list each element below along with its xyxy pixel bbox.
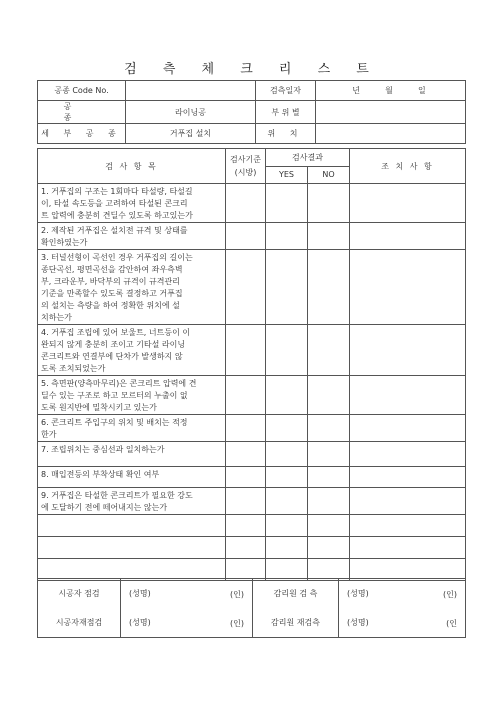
checklist-item-line: 치하는가 [41, 313, 72, 322]
standard-cell[interactable] [226, 325, 266, 376]
checklist-item-line: 7. 조립위치는 중심선과 일치하는가 [41, 445, 165, 454]
checklist-item [38, 537, 226, 559]
checklist-item-line: 종단곡선, 평면곡선을 감안하여 좌우측벽 [41, 265, 183, 274]
checklist-item [38, 325, 226, 376]
signature-name: (성명) [129, 589, 151, 598]
action-cell[interactable] [350, 250, 466, 325]
checklist-item-line: 콘크리트와 연결부에 단차가 발생하지 않 [41, 352, 183, 361]
code-label: 공종 Code No. [38, 81, 126, 101]
checklist-item [38, 515, 226, 537]
col-result-header: 검사결과 [266, 149, 350, 167]
standard-cell[interactable] [226, 250, 266, 325]
supervisor-label: 감리원 검 측 [253, 579, 339, 609]
action-cell[interactable] [350, 442, 466, 467]
checklist-item-line: 딜수 있는 구조로 하고 모르터의 누출이 없 [41, 391, 188, 400]
col-standard-header [226, 149, 266, 184]
action-cell[interactable] [350, 515, 466, 537]
signature-name: (성명) [129, 618, 151, 627]
action-cell[interactable] [350, 488, 466, 515]
yes-cell[interactable] [266, 223, 308, 250]
standard-cell[interactable] [226, 488, 266, 515]
checklist-row [38, 415, 466, 442]
checklist-item-line: 9. 거푸집은 타설한 콘크리트가 필요한 강도 [41, 491, 193, 500]
work-value[interactable]: 라이닝공 [126, 101, 256, 124]
date-value[interactable]: 년 월 일 [316, 81, 466, 101]
header-row-code [38, 81, 466, 101]
checklist-item [38, 415, 226, 442]
checklist-item-line: 5. 측면판(양측마무리)은 콘크리트 압력에 견 [41, 379, 197, 388]
yes-cell[interactable] [266, 537, 308, 559]
no-cell[interactable] [308, 488, 350, 515]
no-cell[interactable] [308, 415, 350, 442]
code-value[interactable] [126, 81, 256, 101]
action-cell[interactable] [350, 376, 466, 415]
header-row-work [38, 101, 466, 124]
yes-cell[interactable] [266, 442, 308, 467]
detail-value[interactable]: 거푸집 설치 [126, 124, 256, 144]
signature-name: (성명) [347, 589, 369, 598]
checklist-item-line: 3. 터널선형이 곡선인 경우 거푸집의 길이는 [41, 253, 193, 262]
checklist-item [38, 223, 226, 250]
no-cell[interactable] [308, 442, 350, 467]
yes-cell[interactable] [266, 488, 308, 515]
col-standard-sub: (시방) [234, 168, 257, 177]
standard-cell[interactable] [226, 442, 266, 467]
signature-seal: (인) [230, 619, 244, 628]
no-cell[interactable] [308, 325, 350, 376]
checklist-item-line: 6. 콘크리트 주입구의 위치 및 배치는 적정 [41, 418, 188, 427]
no-cell[interactable] [308, 223, 350, 250]
location-value[interactable] [316, 124, 466, 144]
action-cell[interactable] [350, 467, 466, 488]
checklist-item-line: 도록 원지반에 밀착시키고 있는가 [41, 403, 157, 412]
date-label: 검측일자 [256, 81, 316, 101]
location-label: 위 치 [256, 124, 316, 144]
checklist-item [38, 467, 226, 488]
yes-cell[interactable] [266, 515, 308, 537]
page-title: 검 측 체 크 리 스 트 [124, 62, 380, 77]
right-signature-cell[interactable] [339, 579, 466, 609]
yes-cell[interactable] [266, 415, 308, 442]
detail-label: 세 부 공 종 [38, 124, 126, 144]
header-table [37, 80, 466, 144]
checklist-item-line: 8. 매입전등의 부착상태 확인 여부 [41, 470, 160, 479]
checklist-item-line: 한가 [41, 430, 57, 439]
checklist-table [37, 148, 466, 581]
col-standard-label: 검사기준 [230, 155, 261, 164]
checklist-row [38, 325, 466, 376]
left-signature-cell[interactable] [121, 579, 253, 609]
no-cell[interactable] [308, 250, 350, 325]
left-signature-cell[interactable] [121, 608, 253, 638]
checklist-item [38, 250, 226, 325]
signature-name: (성명) [347, 618, 369, 627]
standard-cell[interactable] [226, 515, 266, 537]
checklist-row [38, 250, 466, 325]
checklist-item-line: 확인하였는가 [41, 238, 88, 247]
action-cell[interactable] [350, 223, 466, 250]
supervisor-label: 감리원 재검측 [253, 608, 339, 638]
checklist-header-row [38, 149, 466, 167]
checklist-row [38, 223, 466, 250]
standard-cell[interactable] [226, 537, 266, 559]
no-cell[interactable] [308, 184, 350, 223]
signature-row [38, 579, 466, 609]
work-label: 공 종 [38, 101, 126, 124]
signature-row [38, 608, 466, 638]
checklist-item-line: 부, 크라운부, 바닥부의 규격이 규격관리 [41, 277, 180, 286]
checklist-item-line: 완되지 않게 충분히 조이고 기타설 라이닝 [41, 340, 186, 349]
checklist-item-line: 4. 거푸집 조립에 있어 보울트, 너트등이 이 [41, 328, 191, 337]
signature-seal: (인) [443, 590, 457, 599]
contractor-label: 시공자 점검 [38, 579, 121, 609]
standard-cell[interactable] [226, 223, 266, 250]
checklist-row [38, 467, 466, 488]
standard-cell[interactable] [226, 184, 266, 223]
checklist-row [38, 184, 466, 223]
standard-cell[interactable] [226, 415, 266, 442]
standard-cell[interactable] [226, 467, 266, 488]
checklist-item-line: 기준을 만족할수 있도록 결정하고 거푸집 [41, 289, 183, 298]
signature-table [37, 578, 466, 638]
checklist-item-line: 1. 거푸집의 구조는 1회마다 타설량, 타설길 [41, 187, 193, 196]
checklist-item [38, 488, 226, 515]
action-cell[interactable] [350, 415, 466, 442]
no-cell[interactable] [308, 515, 350, 537]
checklist-row [38, 515, 466, 537]
action-cell[interactable] [350, 537, 466, 559]
col-item-header: 검 사 항 목 [38, 149, 226, 184]
signature-seal: (인 [446, 619, 457, 628]
checklist-item-line: 에 도달하기 전에 떼어내지는 않는가 [41, 503, 168, 512]
part-label: 부 위 별 [256, 101, 316, 124]
col-no-header: NO [308, 166, 350, 184]
checklist-item-line: 도록 조치되었는가 [41, 364, 106, 373]
header-row-detail [38, 124, 466, 144]
no-cell[interactable] [308, 376, 350, 415]
yes-cell[interactable] [266, 467, 308, 488]
checklist-item-line: 의 설치는 측량을 하여 정확한 위치에 설 [41, 301, 180, 310]
action-cell[interactable] [350, 325, 466, 376]
part-value[interactable] [316, 101, 466, 124]
no-cell[interactable] [308, 537, 350, 559]
yes-cell[interactable] [266, 376, 308, 415]
checklist-item [38, 376, 226, 415]
col-action-header: 조 치 사 항 [350, 149, 466, 184]
contractor-label: 시공자재점검 [38, 608, 121, 638]
checklist-item-line: 트 압력에 충분히 견딜수 있도록 하고있는가 [41, 211, 193, 220]
checklist-row [38, 376, 466, 415]
yes-cell[interactable] [266, 250, 308, 325]
standard-cell[interactable] [226, 376, 266, 415]
checklist-row [38, 537, 466, 559]
action-cell[interactable] [350, 184, 466, 223]
no-cell[interactable] [308, 467, 350, 488]
checklist-row [38, 488, 466, 515]
checklist-item-line: 이, 타설 속도등을 고려하여 타설된 콘크리 [41, 199, 188, 208]
right-signature-cell[interactable] [339, 608, 466, 638]
checklist-item [38, 442, 226, 467]
checklist-item-line: 2. 제작된 거푸집은 설치전 규격 및 상태를 [41, 226, 188, 235]
checklist-row [38, 442, 466, 467]
yes-cell[interactable] [266, 325, 308, 376]
checklist-item [38, 184, 226, 223]
col-yes-header: YES [266, 166, 308, 184]
yes-cell[interactable] [266, 184, 308, 223]
signature-seal: (인) [230, 590, 244, 599]
